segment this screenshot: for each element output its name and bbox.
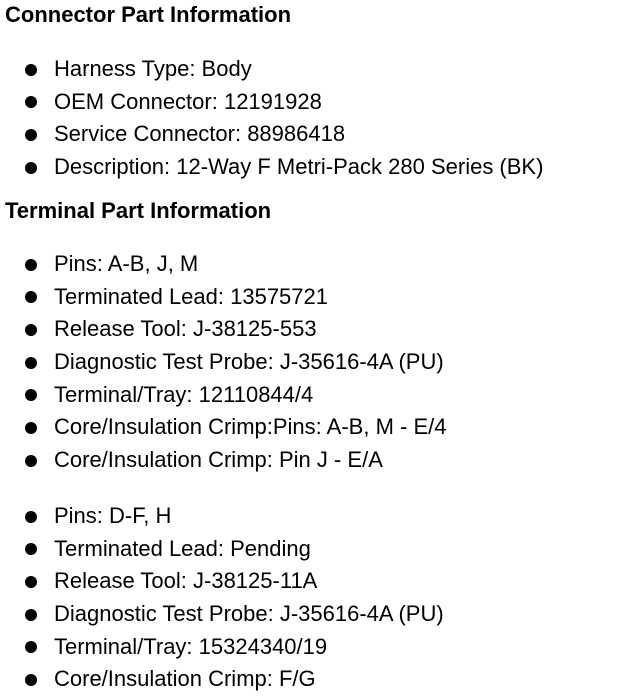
list-item-text: Pins: D-F, H bbox=[54, 503, 172, 528]
connector-part-info-heading: Connector Part Information bbox=[5, 2, 292, 27]
list-item-text: Core/Insulation Crimp: Pin J - E/A bbox=[54, 447, 383, 473]
list-item-text: Diagnostic Test Probe: J-35616-4A (PU) bbox=[54, 349, 444, 375]
bullet-icon bbox=[25, 291, 37, 303]
bullet-icon bbox=[25, 324, 37, 336]
bullet-icon bbox=[25, 511, 37, 523]
list-item bbox=[0, 86, 543, 119]
list-item-text: Release Tool: J-38125-11A bbox=[54, 568, 318, 594]
bullet-icon bbox=[25, 422, 37, 434]
list-item bbox=[0, 598, 444, 631]
list-item-text: Description: 12-Way F Metri-Pack 280 Series (BK) bbox=[54, 154, 544, 180]
list-item bbox=[0, 313, 446, 346]
bullet-icon bbox=[25, 96, 37, 108]
list-item-text: Terminal/Tray: 15324340/19 bbox=[54, 633, 328, 659]
terminal-group-list bbox=[0, 500, 444, 696]
list-item bbox=[0, 631, 444, 664]
bullet-icon bbox=[25, 609, 37, 621]
list-item bbox=[0, 533, 444, 566]
list-item-text: Core/Insulation Crimp:Pins: A-B, M - E/4 bbox=[54, 414, 447, 440]
list-item bbox=[0, 346, 446, 379]
terminal-group-list bbox=[0, 248, 446, 477]
list-item bbox=[0, 411, 446, 444]
list-item bbox=[0, 565, 444, 598]
bullet-icon bbox=[25, 543, 37, 555]
list-item-text: OEM Connector: 12191928 bbox=[54, 88, 322, 114]
list-item-text: Pins: A-B, J, M bbox=[54, 251, 199, 276]
bullet-icon bbox=[25, 455, 37, 467]
list-item bbox=[0, 281, 446, 314]
bullet-icon bbox=[25, 259, 37, 271]
bullet-icon bbox=[25, 357, 37, 369]
list-item-text: Service Connector: 88986418 bbox=[54, 121, 346, 147]
bullet-icon bbox=[25, 674, 37, 686]
bullet-icon bbox=[25, 641, 37, 653]
list-item-text: Terminated Lead: 13575721 bbox=[54, 283, 328, 309]
bullet-icon bbox=[25, 576, 37, 588]
list-item-text: Core/Insulation Crimp: F/G bbox=[54, 666, 316, 692]
list-item bbox=[0, 118, 543, 151]
terminal-part-info-heading: Terminal Part Information bbox=[5, 198, 272, 223]
connector-info-list bbox=[0, 53, 543, 184]
list-item-text: Harness Type: Body bbox=[54, 56, 252, 81]
list-item bbox=[0, 379, 446, 412]
bullet-icon bbox=[25, 162, 37, 174]
list-item bbox=[0, 444, 446, 477]
list-item-text: Diagnostic Test Probe: J-35616-4A (PU) bbox=[54, 601, 444, 627]
list-item bbox=[0, 53, 543, 86]
bullet-icon bbox=[25, 64, 37, 76]
list-item-text: Terminated Lead: Pending bbox=[54, 535, 311, 561]
list-item-text: Terminal/Tray: 12110844/4 bbox=[54, 381, 314, 407]
list-item bbox=[0, 663, 444, 696]
bullet-icon bbox=[25, 389, 37, 401]
bullet-icon bbox=[25, 129, 37, 141]
list-item bbox=[0, 500, 444, 533]
list-item-text: Release Tool: J-38125-553 bbox=[54, 316, 317, 342]
list-item bbox=[0, 248, 446, 281]
list-item bbox=[0, 151, 543, 184]
